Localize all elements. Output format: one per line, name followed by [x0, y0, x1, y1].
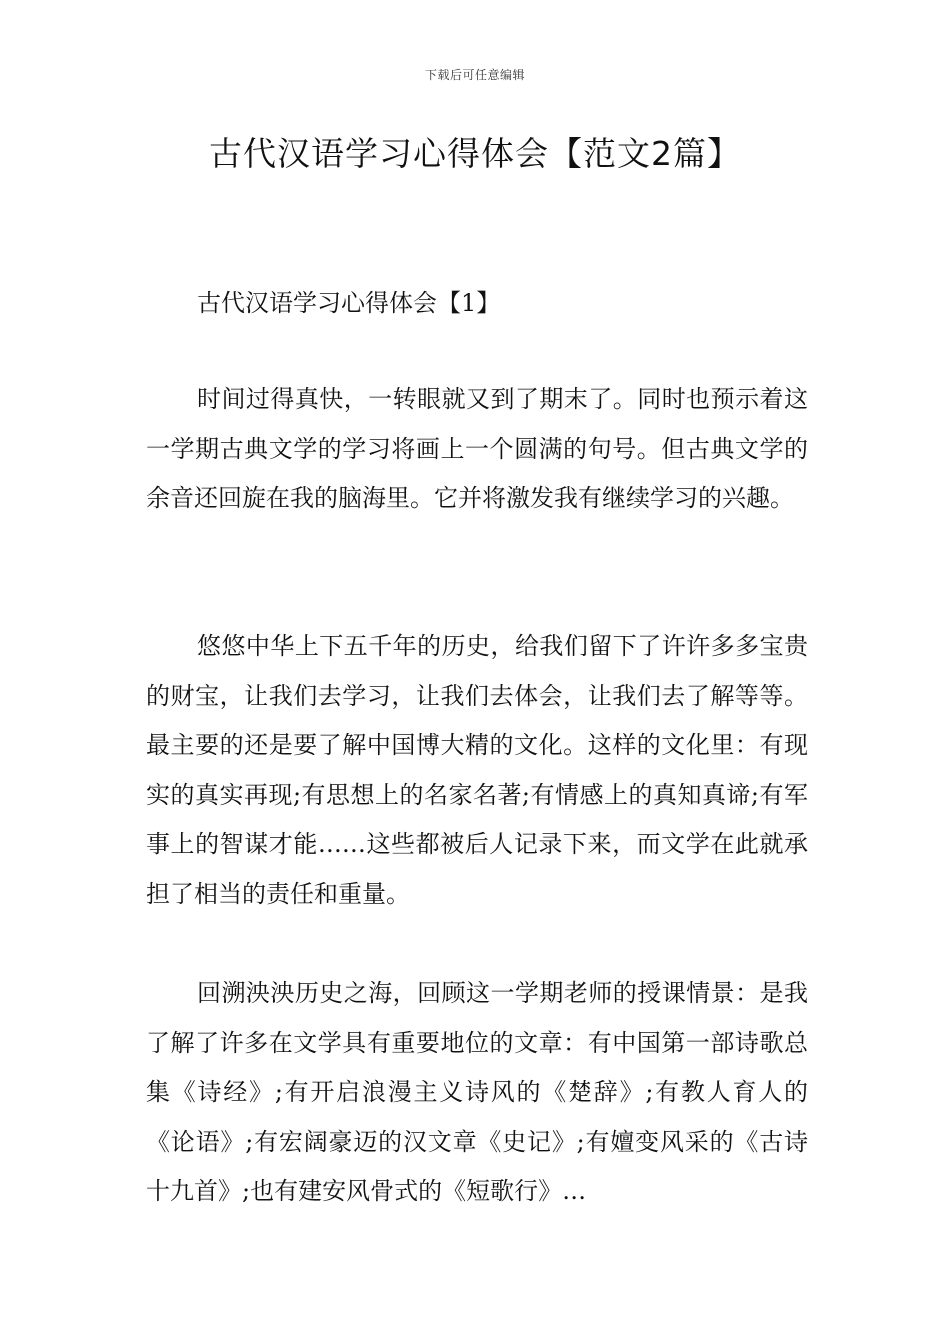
paragraph-3: 回溯泱泱历史之海，回顾这一学期老师的授课情景：是我了解了许多在文学具有重要地位的文章：有中国第一部诗歌总集《诗经》;有开启浪漫主义诗风的《楚辞》;有教人育人的《论语》;有宏阔豪迈的汉文章《史记》;有嬗变风采的《古诗十九首》;也有建安风骨式的《短歌行》…: [146, 979, 808, 1206]
download-note: 下载后可任意编辑: [424, 68, 525, 82]
document-title: 古代汉语学习心得体会【范文2篇】: [209, 134, 741, 173]
paragraph-1: 时间过得真快，一转眼就又到了期末了。同时也预示着这一学期古典文学的学习将画上一个圆满的句号。但古典文学的余音还回旋在我的脑海里。它并将激发我有继续学习的兴趣。: [146, 385, 808, 513]
section-heading: 古代汉语学习心得体会【1】: [197, 289, 501, 317]
paragraph-2: 悠悠中华上下五千年的历史，给我们留下了许许多多宝贵的财宝，让我们去学习，让我们去体会，让我们去了解等等。最主要的还是要了解中国博大精的文化。这样的文化里：有现实的真实再现;有思想上的名家名著;有情感上的真知真谛;有军事上的智谋才能……这些都被后人记录下来，而文学在此就承担了相当的责任和重量。: [146, 632, 808, 908]
